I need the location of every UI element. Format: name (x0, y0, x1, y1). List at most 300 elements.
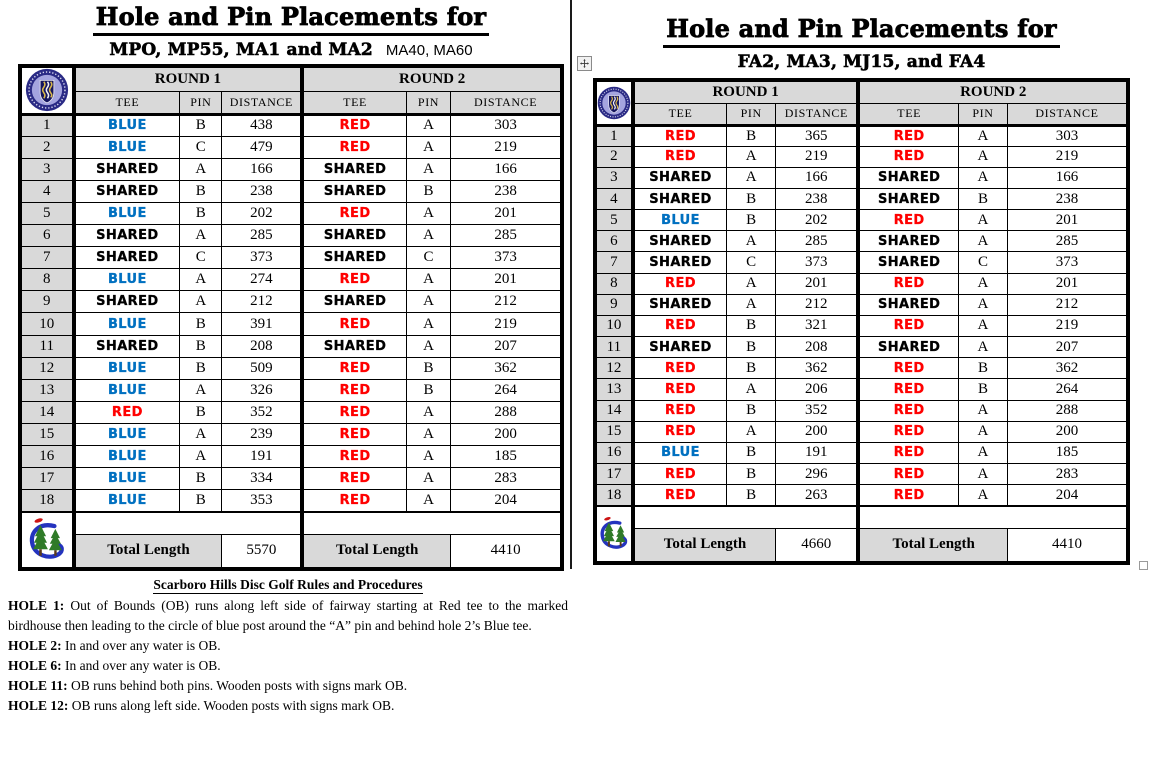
round1-pin-cell: A (727, 379, 776, 400)
right-table-body (595, 125, 1128, 506)
round1-tee-cell: SHARED (633, 294, 727, 315)
round1-distance-cell: 321 (776, 315, 859, 336)
round2-distance-cell: 200 (451, 424, 562, 446)
round1-distance-cell: 166 (222, 158, 302, 180)
round1-tee-cell: RED (633, 125, 727, 146)
round2-pin-header: PIN (406, 91, 450, 114)
hole-row (20, 335, 562, 357)
round1-distance-header: DISTANCE (776, 103, 859, 125)
round1-tee-cell: SHARED (633, 231, 727, 252)
round1-tee-cell: BLUE (74, 357, 180, 379)
round1-tee-cell: BLUE (633, 210, 727, 231)
round2-pin-cell: C (958, 252, 1007, 273)
round2-distance-cell: 204 (451, 490, 562, 512)
hole-row (595, 442, 1128, 463)
club-trees-logo (595, 506, 633, 563)
hole-row (20, 136, 562, 158)
round1-distance-cell: 238 (776, 188, 859, 209)
round2-tee-cell: RED (302, 136, 406, 158)
round2-tee-cell: RED (858, 464, 958, 485)
round2-pin-cell: B (958, 358, 1007, 379)
round2-tee-cell: RED (858, 210, 958, 231)
round1-distance-cell: 219 (776, 146, 859, 167)
badge-icon (25, 68, 69, 112)
round1-tee-cell: RED (633, 379, 727, 400)
round2-pin-cell: A (406, 114, 450, 136)
round2-pin-cell: A (958, 231, 1007, 252)
hole-number-cell: 4 (20, 180, 74, 202)
hole-number-cell: 10 (20, 313, 74, 335)
round1-distance-cell: 263 (776, 485, 859, 506)
hole-number-cell: 11 (20, 335, 74, 357)
hole-row (595, 485, 1128, 506)
round2-tee-cell: RED (302, 379, 406, 401)
round1-distance-cell: 509 (222, 357, 302, 379)
table-resize-handle[interactable] (1139, 561, 1148, 570)
round2-tee-cell: SHARED (302, 225, 406, 247)
round2-distance-cell: 201 (1007, 210, 1128, 231)
round2-tee-cell: SHARED (302, 335, 406, 357)
round2-tee-header: TEE (302, 91, 406, 114)
round2-pin-cell: A (406, 291, 450, 313)
round2-distance-cell: 219 (451, 136, 562, 158)
hole-number-cell: 6 (595, 231, 633, 252)
round1-tee-cell: BLUE (74, 114, 180, 136)
round2-pin-cell: A (958, 337, 1007, 358)
round2-distance-cell: 219 (1007, 315, 1128, 336)
round1-tee-cell: BLUE (74, 202, 180, 224)
round1-pin-cell: B (727, 400, 776, 421)
round2-distance-cell: 373 (451, 247, 562, 269)
hole-number-cell: 14 (595, 400, 633, 421)
round2-total-value: 4410 (1007, 528, 1128, 563)
round1-tee-cell: RED (633, 400, 727, 421)
round1-pin-cell: A (727, 231, 776, 252)
round2-distance-cell: 201 (1007, 273, 1128, 294)
round1-distance-cell: 326 (222, 379, 302, 401)
round1-pin-cell: B (727, 442, 776, 463)
round1-pin-cell: B (727, 210, 776, 231)
round2-distance-cell: 303 (451, 114, 562, 136)
column-header-row (20, 91, 562, 114)
round2-pin-cell: A (406, 225, 450, 247)
round2-distance-cell: 283 (451, 468, 562, 490)
round1-pin-header: PIN (180, 91, 222, 114)
right-title-block (593, 14, 1130, 73)
round1-distance-cell: 191 (222, 446, 302, 468)
round2-tee-cell: SHARED (858, 167, 958, 188)
round1-distance-cell: 373 (222, 247, 302, 269)
round2-distance-cell: 212 (451, 291, 562, 313)
round1-distance-cell: 334 (222, 468, 302, 490)
round1-distance-cell: 365 (776, 125, 859, 146)
round1-tee-cell: RED (633, 485, 727, 506)
round2-pin-cell: A (958, 146, 1007, 167)
hole-row (595, 125, 1128, 146)
hole-row (595, 337, 1128, 358)
hole-row (20, 225, 562, 247)
round1-distance-cell: 296 (776, 464, 859, 485)
round2-distance-cell: 166 (1007, 167, 1128, 188)
round1-pin-cell: B (727, 315, 776, 336)
round2-distance-cell: 212 (1007, 294, 1128, 315)
hole-number-cell: 11 (595, 337, 633, 358)
hole-number-cell: 7 (20, 247, 74, 269)
round2-pin-cell: B (958, 379, 1007, 400)
round2-distance-cell: 264 (1007, 379, 1128, 400)
total-row (595, 528, 1128, 563)
hole-number-cell: 3 (20, 158, 74, 180)
round2-pin-cell: A (406, 202, 450, 224)
hole-number-cell: 1 (595, 125, 633, 146)
hole-row (20, 269, 562, 291)
spacer-cell (74, 512, 303, 534)
round2-pin-cell: C (406, 247, 450, 269)
round2-tee-cell: RED (302, 401, 406, 423)
round2-tee-cell: RED (858, 421, 958, 442)
round2-distance-cell: 362 (1007, 358, 1128, 379)
hole-row (20, 379, 562, 401)
round1-tee-header: TEE (633, 103, 727, 125)
hole-number-cell: 17 (595, 464, 633, 485)
round1-pin-cell: A (180, 225, 222, 247)
round2-tee-cell: SHARED (858, 337, 958, 358)
club-trees-logo (20, 512, 74, 569)
round2-distance-cell: 362 (451, 357, 562, 379)
round1-distance-header: DISTANCE (222, 91, 302, 114)
spacer-row (595, 506, 1128, 528)
round2-tee-cell: RED (858, 273, 958, 294)
trees-swoosh-icon (26, 514, 68, 566)
round2-tee-cell: SHARED (302, 247, 406, 269)
hole-number-cell: 4 (595, 188, 633, 209)
round2-distance-cell: 238 (1007, 188, 1128, 209)
hole-row (20, 490, 562, 512)
round1-tee-cell: RED (633, 358, 727, 379)
round1-tee-cell: SHARED (74, 247, 180, 269)
round1-pin-cell: A (727, 146, 776, 167)
hole-row (595, 210, 1128, 231)
round1-pin-cell: B (727, 358, 776, 379)
round1-distance-cell: 362 (776, 358, 859, 379)
round2-distance-cell: 285 (1007, 231, 1128, 252)
round1-distance-cell: 208 (776, 337, 859, 358)
round2-tee-cell: SHARED (302, 291, 406, 313)
hole-number-cell: 9 (595, 294, 633, 315)
round2-distance-cell: 264 (451, 379, 562, 401)
right-subtitle-divisions: FA2, MA3, MJ15, and FA4 (737, 52, 986, 72)
hole-row (595, 379, 1128, 400)
move-arrows-icon (580, 59, 589, 68)
hole-number-cell: 14 (20, 401, 74, 423)
round1-pin-cell: B (180, 357, 222, 379)
round1-distance-cell: 206 (776, 379, 859, 400)
round1-distance-cell: 212 (222, 291, 302, 313)
hole-row (595, 188, 1128, 209)
round-header-row (595, 80, 1128, 103)
round1-pin-cell: B (727, 464, 776, 485)
round1-distance-cell: 353 (222, 490, 302, 512)
right-subtitle (593, 52, 1130, 73)
round1-distance-cell: 166 (776, 167, 859, 188)
round2-distance-cell: 201 (451, 202, 562, 224)
hole-row (595, 315, 1128, 336)
hole-row (20, 180, 562, 202)
round2-pin-cell: A (958, 400, 1007, 421)
hole-row (20, 158, 562, 180)
round1-tee-cell: BLUE (74, 136, 180, 158)
round1-tee-cell: BLUE (74, 446, 180, 468)
round2-tee-cell: SHARED (858, 252, 958, 273)
round1-tee-cell: BLUE (74, 424, 180, 446)
round2-tee-cell: SHARED (858, 294, 958, 315)
round2-pin-cell: A (958, 294, 1007, 315)
round1-pin-cell: A (727, 273, 776, 294)
round1-pin-header: PIN (727, 103, 776, 125)
round2-tee-cell: RED (858, 442, 958, 463)
round2-distance-cell: 166 (451, 158, 562, 180)
round2-tee-cell: RED (858, 315, 958, 336)
left-table-body (20, 114, 562, 512)
round2-distance-cell: 200 (1007, 421, 1128, 442)
round1-tee-cell: RED (633, 315, 727, 336)
hole-row (20, 291, 562, 313)
hole-row (595, 358, 1128, 379)
round2-distance-cell: 219 (451, 313, 562, 335)
round1-tee-cell: BLUE (74, 379, 180, 401)
round1-tee-cell: RED (633, 146, 727, 167)
round1-total-label: Total Length (74, 534, 222, 569)
round1-pin-cell: B (180, 401, 222, 423)
round1-distance-cell: 239 (222, 424, 302, 446)
hole-number-cell: 15 (595, 421, 633, 442)
rule-hole-2: HOLE 2: In and over any water is OB. (8, 638, 221, 653)
spacer-cell (302, 512, 562, 534)
round1-total-value: 4660 (776, 528, 859, 563)
round2-tee-cell: RED (302, 269, 406, 291)
round1-distance-cell: 352 (222, 401, 302, 423)
round2-pin-cell: A (958, 464, 1007, 485)
round2-tee-cell: RED (302, 468, 406, 490)
round2-pin-cell: A (406, 269, 450, 291)
round2-distance-header: DISTANCE (451, 91, 562, 114)
round1-distance-cell: 438 (222, 114, 302, 136)
round1-tee-cell: BLUE (633, 442, 727, 463)
round1-pin-cell: A (727, 167, 776, 188)
round2-pin-cell: A (958, 442, 1007, 463)
round2-pin-cell: A (406, 424, 450, 446)
round1-tee-header: TEE (74, 91, 180, 114)
round1-distance-cell: 212 (776, 294, 859, 315)
round1-pin-cell: A (180, 269, 222, 291)
hole-number-cell: 18 (20, 490, 74, 512)
hole-number-cell: 5 (595, 210, 633, 231)
round1-distance-cell: 202 (222, 202, 302, 224)
round2-distance-cell: 283 (1007, 464, 1128, 485)
hole-row (20, 468, 562, 490)
round1-header: ROUND 1 (74, 66, 303, 91)
hole-row (595, 464, 1128, 485)
round2-distance-header: DISTANCE (1007, 103, 1128, 125)
hole-row (20, 401, 562, 423)
round2-distance-cell: 207 (1007, 337, 1128, 358)
hole-number-cell: 1 (20, 114, 74, 136)
rule-hole-6: HOLE 6: In and over any water is OB. (8, 658, 221, 673)
round1-header: ROUND 1 (633, 80, 859, 103)
round1-distance-cell: 200 (776, 421, 859, 442)
hole-row (20, 247, 562, 269)
round1-distance-cell: 208 (222, 335, 302, 357)
round2-distance-cell: 204 (1007, 485, 1128, 506)
round1-pin-cell: C (180, 136, 222, 158)
hole-number-cell: 12 (595, 358, 633, 379)
round2-distance-cell: 303 (1007, 125, 1128, 146)
round1-distance-cell: 202 (776, 210, 859, 231)
right-placements-table (593, 78, 1130, 565)
round2-tee-cell: RED (302, 490, 406, 512)
hole-number-cell: 12 (20, 357, 74, 379)
round2-pin-cell: A (958, 125, 1007, 146)
round1-tee-cell: RED (633, 273, 727, 294)
round1-pin-cell: B (180, 335, 222, 357)
spacer-cell (858, 506, 1128, 528)
round2-pin-cell: A (406, 401, 450, 423)
badge-icon (597, 83, 631, 123)
round1-pin-cell: B (180, 114, 222, 136)
round1-pin-cell: C (727, 252, 776, 273)
club-badge-logo (595, 80, 633, 125)
round1-distance-cell: 191 (776, 442, 859, 463)
round1-distance-cell: 274 (222, 269, 302, 291)
hole-number-cell: 3 (595, 167, 633, 188)
left-subtitle-extra-divisions: MA40, MA60 (385, 42, 473, 59)
round-header-row (20, 66, 562, 91)
rule-hole-1: HOLE 1: Out of Bounds (OB) runs along left side of fairway starting at Red tee to the marked birdhouse then leading to the circle of blue post around the “A” pin and behind hole 2’s Blue tee. (8, 598, 569, 633)
hole-row (20, 424, 562, 446)
hole-number-cell: 16 (20, 446, 74, 468)
round2-pin-cell: A (958, 210, 1007, 231)
hole-row (20, 202, 562, 224)
hole-number-cell: 13 (20, 379, 74, 401)
round1-tee-cell: SHARED (74, 291, 180, 313)
round2-tee-cell: RED (858, 400, 958, 421)
round2-tee-cell: RED (302, 313, 406, 335)
round2-pin-cell: B (406, 379, 450, 401)
round1-distance-cell: 285 (776, 231, 859, 252)
left-placements-table (18, 64, 564, 571)
round1-pin-cell: B (727, 188, 776, 209)
round1-pin-cell: A (180, 291, 222, 313)
round1-pin-cell: A (180, 379, 222, 401)
hole-row (595, 231, 1128, 252)
spacer-row (20, 512, 562, 534)
round1-total-label: Total Length (633, 528, 776, 563)
round1-tee-cell: SHARED (633, 167, 727, 188)
hole-number-cell: 17 (20, 468, 74, 490)
round1-tee-cell: SHARED (633, 188, 727, 209)
round1-distance-cell: 285 (222, 225, 302, 247)
rule-hole-11: HOLE 11: OB runs behind both pins. Wooden posts with signs mark OB. (8, 678, 408, 693)
round2-tee-cell: SHARED (302, 158, 406, 180)
round2-tee-cell: SHARED (858, 188, 958, 209)
rule-hole-12: HOLE 12: OB runs along left side. Wooden posts with signs mark OB. (8, 698, 395, 713)
round2-pin-cell: A (406, 335, 450, 357)
round1-tee-cell: SHARED (74, 180, 180, 202)
round1-distance-cell: 352 (776, 400, 859, 421)
hole-row (595, 252, 1128, 273)
hole-number-cell: 9 (20, 291, 74, 313)
round1-pin-cell: A (727, 294, 776, 315)
round2-pin-header: PIN (958, 103, 1007, 125)
round2-pin-cell: A (406, 446, 450, 468)
round2-distance-cell: 185 (451, 446, 562, 468)
round2-tee-cell: RED (302, 446, 406, 468)
hole-row (20, 357, 562, 379)
round2-distance-cell: 185 (1007, 442, 1128, 463)
table-move-handle[interactable] (577, 56, 592, 71)
round1-tee-cell: SHARED (74, 158, 180, 180)
round2-tee-cell: RED (858, 485, 958, 506)
total-row (20, 534, 562, 569)
round1-tee-cell: RED (633, 421, 727, 442)
round1-distance-cell: 238 (222, 180, 302, 202)
round1-pin-cell: B (180, 490, 222, 512)
hole-row (20, 313, 562, 335)
round2-header: ROUND 2 (302, 66, 562, 91)
round1-pin-cell: A (180, 446, 222, 468)
round1-distance-cell: 201 (776, 273, 859, 294)
hole-number-cell: 15 (20, 424, 74, 446)
round1-pin-cell: B (180, 468, 222, 490)
right-page-title: Hole and Pin Placements for (593, 14, 1130, 48)
round1-pin-cell: A (727, 421, 776, 442)
round2-distance-cell: 219 (1007, 146, 1128, 167)
hole-number-cell: 8 (595, 273, 633, 294)
round2-total-label: Total Length (858, 528, 1007, 563)
round2-pin-cell: B (958, 188, 1007, 209)
trees-swoosh-icon (598, 510, 630, 558)
round1-pin-cell: B (727, 125, 776, 146)
hole-number-cell: 18 (595, 485, 633, 506)
left-subtitle (18, 40, 564, 61)
round2-tee-cell: RED (858, 358, 958, 379)
hole-number-cell: 2 (595, 146, 633, 167)
round2-tee-cell: RED (302, 202, 406, 224)
round2-distance-cell: 207 (451, 335, 562, 357)
round2-tee-cell: RED (302, 114, 406, 136)
round1-tee-cell: BLUE (74, 269, 180, 291)
hole-number-cell: 13 (595, 379, 633, 400)
round2-tee-header: TEE (858, 103, 958, 125)
round2-distance-cell: 238 (451, 180, 562, 202)
hole-number-cell: 8 (20, 269, 74, 291)
left-subtitle-divisions: MPO, MP55, MA1 and MA2 (109, 40, 373, 60)
round2-tee-cell: RED (858, 125, 958, 146)
hole-number-cell: 5 (20, 202, 74, 224)
left-title-block (18, 2, 564, 61)
round2-tee-cell: RED (302, 424, 406, 446)
round2-pin-cell: A (958, 273, 1007, 294)
hole-row (595, 273, 1128, 294)
round2-pin-cell: B (406, 180, 450, 202)
round1-pin-cell: C (180, 247, 222, 269)
round2-pin-cell: A (958, 485, 1007, 506)
round1-tee-cell: RED (74, 401, 180, 423)
hole-row (20, 114, 562, 136)
round2-pin-cell: A (958, 167, 1007, 188)
rules-title: Scarboro Hills Disc Golf Rules and Procedures (153, 577, 423, 592)
spacer-cell (633, 506, 859, 528)
